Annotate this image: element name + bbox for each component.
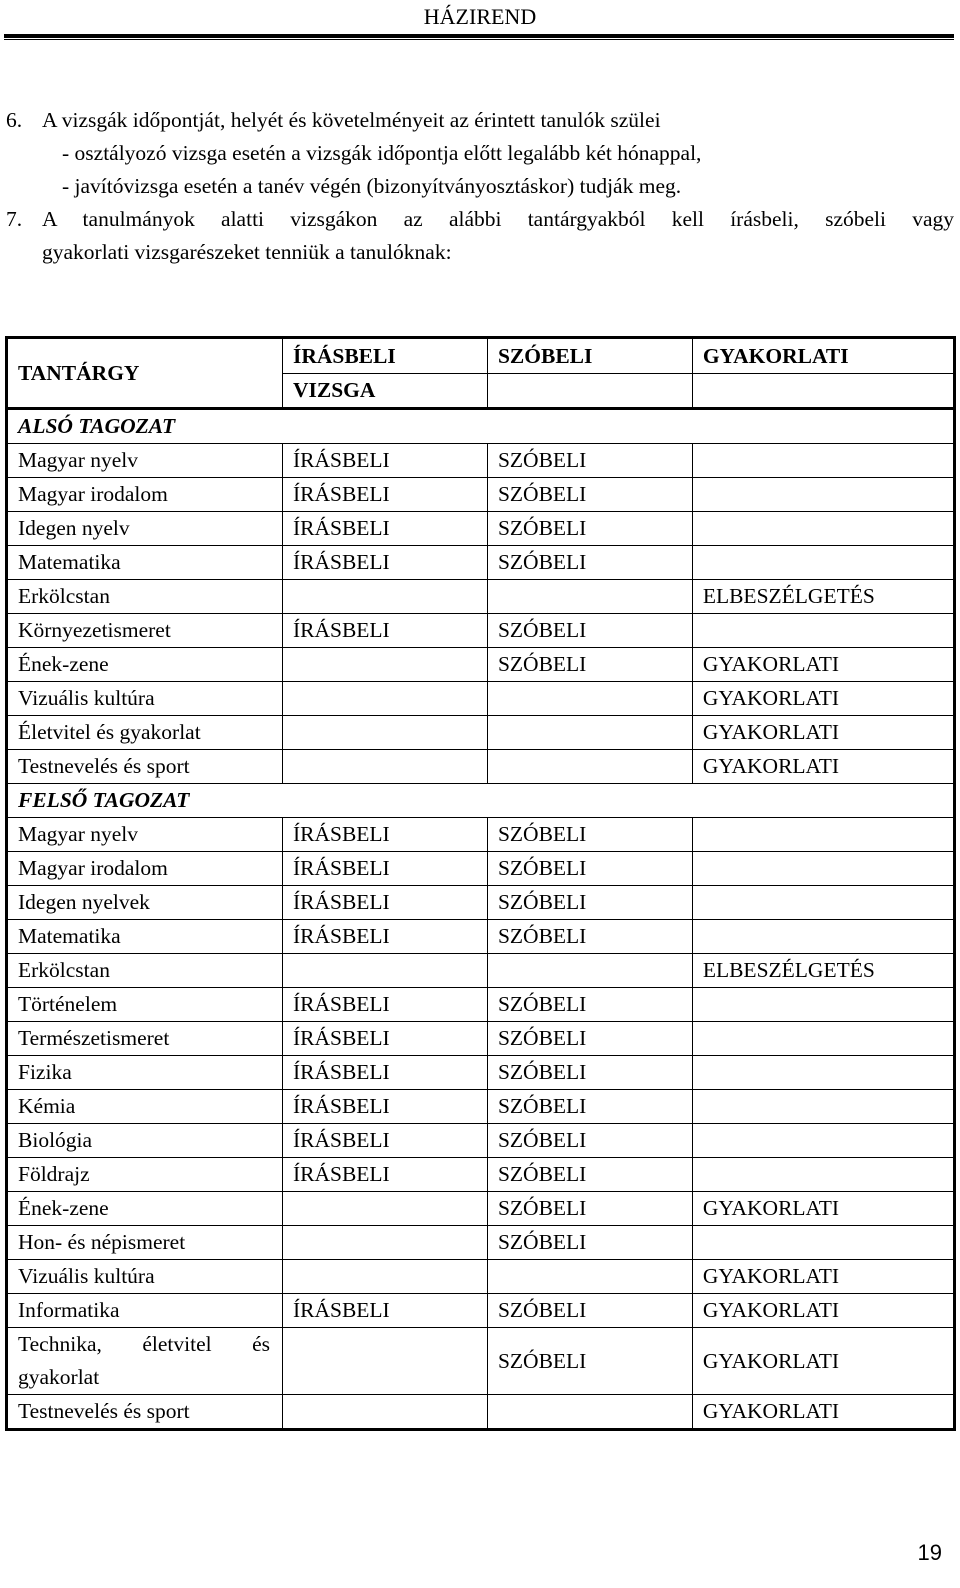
cell-subject: Életvitel és gyakorlat (7, 716, 283, 750)
cell-oral (487, 682, 692, 716)
cell-practical (692, 818, 954, 852)
cell-subject: Magyar irodalom (7, 478, 283, 512)
header-empty-cell (692, 374, 954, 409)
header-empty-cell (487, 374, 692, 409)
cell-oral: SZÓBELI (487, 988, 692, 1022)
cell-subject: Matematika (7, 920, 283, 954)
cell-written (282, 1260, 487, 1294)
cell-written: ÍRÁSBELI (282, 546, 487, 580)
cell-written (282, 1192, 487, 1226)
cell-practical: GYAKORLATI (692, 1294, 954, 1328)
cell-written: ÍRÁSBELI (282, 1056, 487, 1090)
cell-practical: GYAKORLATI (692, 1260, 954, 1294)
cell-subject: Ének-zene (7, 648, 283, 682)
table-row (7, 1158, 955, 1192)
table-row (7, 648, 955, 682)
cell-subject: Magyar nyelv (7, 444, 283, 478)
cell-written: ÍRÁSBELI (282, 988, 487, 1022)
cell-practical: GYAKORLATI (692, 1395, 954, 1430)
cell-subject: Testnevelés és sport (7, 1395, 283, 1430)
cell-subject: Magyar irodalom (7, 852, 283, 886)
table-row (7, 1124, 955, 1158)
table-row (7, 818, 955, 852)
cell-practical: GYAKORLATI (692, 682, 954, 716)
cell-written (282, 1226, 487, 1260)
cell-practical (692, 920, 954, 954)
cell-practical (692, 478, 954, 512)
cell-written: ÍRÁSBELI (282, 886, 487, 920)
cell-written: ÍRÁSBELI (282, 478, 487, 512)
table-row (7, 1294, 955, 1328)
cell-practical: GYAKORLATI (692, 1192, 954, 1226)
cell-oral: SZÓBELI (487, 614, 692, 648)
cell-oral: SZÓBELI (487, 1124, 692, 1158)
cell-subject: Vizuális kultúra (7, 682, 283, 716)
table-row (7, 478, 955, 512)
paragraph-6-number: 6. (6, 108, 23, 132)
header-practical: GYAKORLATI (692, 338, 954, 374)
table-row (7, 852, 955, 886)
section-lower-row (7, 409, 955, 444)
cell-written: ÍRÁSBELI (282, 920, 487, 954)
cell-subject: Idegen nyelv (7, 512, 283, 546)
paragraph-7-line2: gyakorlati vizsgarészeket tenniük a tanulóknak: (42, 240, 452, 264)
cell-subject: Erkölcstan (7, 580, 283, 614)
paragraph-7-first-line (6, 203, 954, 236)
cell-oral (487, 1395, 692, 1430)
cell-written (282, 1395, 487, 1430)
table-row (7, 1226, 955, 1260)
cell-written (282, 580, 487, 614)
cell-written (282, 716, 487, 750)
cell-subject-word: és (252, 1332, 270, 1356)
cell-subject: Hon- és népismeret (7, 1226, 283, 1260)
table-row (7, 920, 955, 954)
cell-practical: GYAKORLATI (692, 648, 954, 682)
table-row (7, 682, 955, 716)
cell-oral: SZÓBELI (487, 1158, 692, 1192)
paragraph-7-number: 7. (6, 207, 23, 231)
cell-oral: SZÓBELI (487, 1328, 692, 1395)
cell-written: ÍRÁSBELI (282, 1090, 487, 1124)
cell-subject: Környezetismeret (7, 614, 283, 648)
cell-oral: SZÓBELI (487, 920, 692, 954)
table-row (7, 886, 955, 920)
cell-subject: Természetismeret (7, 1022, 283, 1056)
cell-oral (487, 1260, 692, 1294)
section-upper-row (7, 784, 955, 818)
paragraph-6 (6, 104, 954, 203)
table-row (7, 750, 955, 784)
cell-oral: SZÓBELI (487, 1226, 692, 1260)
cell-written (282, 682, 487, 716)
cell-oral: SZÓBELI (487, 852, 692, 886)
page-number: 19 (917, 1540, 942, 1565)
table-row (7, 444, 955, 478)
paragraph-6-text: A vizsgák időpontját, helyét és követelményeit az érintett tanulók szülei (42, 108, 661, 132)
cell-practical (692, 546, 954, 580)
cell-written: ÍRÁSBELI (282, 1158, 487, 1192)
header-written-line1: ÍRÁSBELI (282, 338, 487, 374)
cell-practical (692, 1056, 954, 1090)
table-row (7, 1022, 955, 1056)
cell-written: ÍRÁSBELI (282, 614, 487, 648)
paragraph-6-intro (6, 104, 954, 137)
cell-subject: Vizuális kultúra (7, 1260, 283, 1294)
section-lower-title: ALSÓ TAGOZAT (7, 409, 955, 444)
cell-written (282, 750, 487, 784)
paragraph-6-item: - javítóvizsga esetén a tanév végén (bizonyítványosztáskor) tudják meg. (62, 174, 682, 198)
cell-practical (692, 1226, 954, 1260)
cell-written (282, 648, 487, 682)
header-rule (4, 34, 954, 40)
cell-oral (487, 954, 692, 988)
cell-practical (692, 886, 954, 920)
cell-oral: SZÓBELI (487, 648, 692, 682)
cell-practical (692, 444, 954, 478)
paragraph-6-item: - osztályozó vizsga esetén a vizsgák időpontja előtt legalább két hónappal, (62, 141, 702, 165)
cell-written: ÍRÁSBELI (282, 512, 487, 546)
cell-subject: Idegen nyelvek (7, 886, 283, 920)
cell-subject: Fizika (7, 1056, 283, 1090)
cell-oral: SZÓBELI (487, 1294, 692, 1328)
cell-subject: Informatika (7, 1294, 283, 1328)
cell-oral: SZÓBELI (487, 478, 692, 512)
cell-practical: GYAKORLATI (692, 1328, 954, 1395)
table-row (7, 1056, 955, 1090)
cell-practical (692, 1124, 954, 1158)
table-row (7, 1328, 955, 1395)
cell-subject-word: életvitel (142, 1332, 212, 1356)
cell-practical (692, 852, 954, 886)
cell-written: ÍRÁSBELI (282, 818, 487, 852)
cell-subject (7, 1328, 283, 1395)
cell-oral (487, 750, 692, 784)
header-subject: TANTÁRGY (7, 338, 283, 409)
cell-subject: Biológia (7, 1124, 283, 1158)
paragraph-7 (6, 203, 954, 269)
cell-subject: Kémia (7, 1090, 283, 1124)
cell-practical (692, 1022, 954, 1056)
cell-oral: SZÓBELI (487, 818, 692, 852)
cell-subject-line1 (18, 1328, 270, 1361)
cell-oral: SZÓBELI (487, 1090, 692, 1124)
cell-subject: Magyar nyelv (7, 818, 283, 852)
page-header-title: HÁZIREND (423, 4, 537, 29)
cell-practical (692, 1158, 954, 1192)
table-row (7, 1090, 955, 1124)
cell-oral: SZÓBELI (487, 1056, 692, 1090)
table-row (7, 512, 955, 546)
table-row (7, 716, 955, 750)
table-row (7, 614, 955, 648)
cell-practical (692, 614, 954, 648)
cell-practical (692, 1090, 954, 1124)
table-row (7, 988, 955, 1022)
cell-oral: SZÓBELI (487, 1192, 692, 1226)
cell-oral: SZÓBELI (487, 512, 692, 546)
cell-practical: ELBESZÉLGETÉS (692, 954, 954, 988)
cell-oral: SZÓBELI (487, 886, 692, 920)
cell-subject: Földrajz (7, 1158, 283, 1192)
table-row (7, 954, 955, 988)
table-row (7, 546, 955, 580)
cell-written (282, 1328, 487, 1395)
cell-practical: GYAKORLATI (692, 716, 954, 750)
cell-written (282, 954, 487, 988)
table-row (7, 1192, 955, 1226)
cell-subject: Testnevelés és sport (7, 750, 283, 784)
cell-subject: Matematika (7, 546, 283, 580)
cell-oral (487, 580, 692, 614)
table-header-row (7, 338, 955, 374)
cell-practical: GYAKORLATI (692, 750, 954, 784)
cell-written: ÍRÁSBELI (282, 444, 487, 478)
cell-written: ÍRÁSBELI (282, 1022, 487, 1056)
cell-subject-word: Technika, (18, 1332, 102, 1356)
cell-written: ÍRÁSBELI (282, 852, 487, 886)
cell-oral (487, 716, 692, 750)
cell-practical: ELBESZÉLGETÉS (692, 580, 954, 614)
header-oral: SZÓBELI (487, 338, 692, 374)
cell-subject: Ének-zene (7, 1192, 283, 1226)
cell-subject-line2: gyakorlat (18, 1365, 100, 1389)
exam-table (5, 336, 956, 1431)
cell-practical (692, 988, 954, 1022)
table-row (7, 580, 955, 614)
table-row (7, 1395, 955, 1430)
section-upper-title: FELSŐ TAGOZAT (7, 784, 955, 818)
cell-oral: SZÓBELI (487, 546, 692, 580)
cell-subject: Történelem (7, 988, 283, 1022)
header-written-line2: VIZSGA (282, 374, 487, 409)
cell-written: ÍRÁSBELI (282, 1294, 487, 1328)
cell-oral: SZÓBELI (487, 1022, 692, 1056)
paragraph-7-line1: A tanulmányok alatti vizsgákon az alábbi tantárgyakból kell írásbeli, szóbeli vagy (42, 207, 954, 231)
cell-oral: SZÓBELI (487, 444, 692, 478)
cell-written: ÍRÁSBELI (282, 1124, 487, 1158)
cell-subject: Erkölcstan (7, 954, 283, 988)
cell-practical (692, 512, 954, 546)
table-row (7, 1260, 955, 1294)
